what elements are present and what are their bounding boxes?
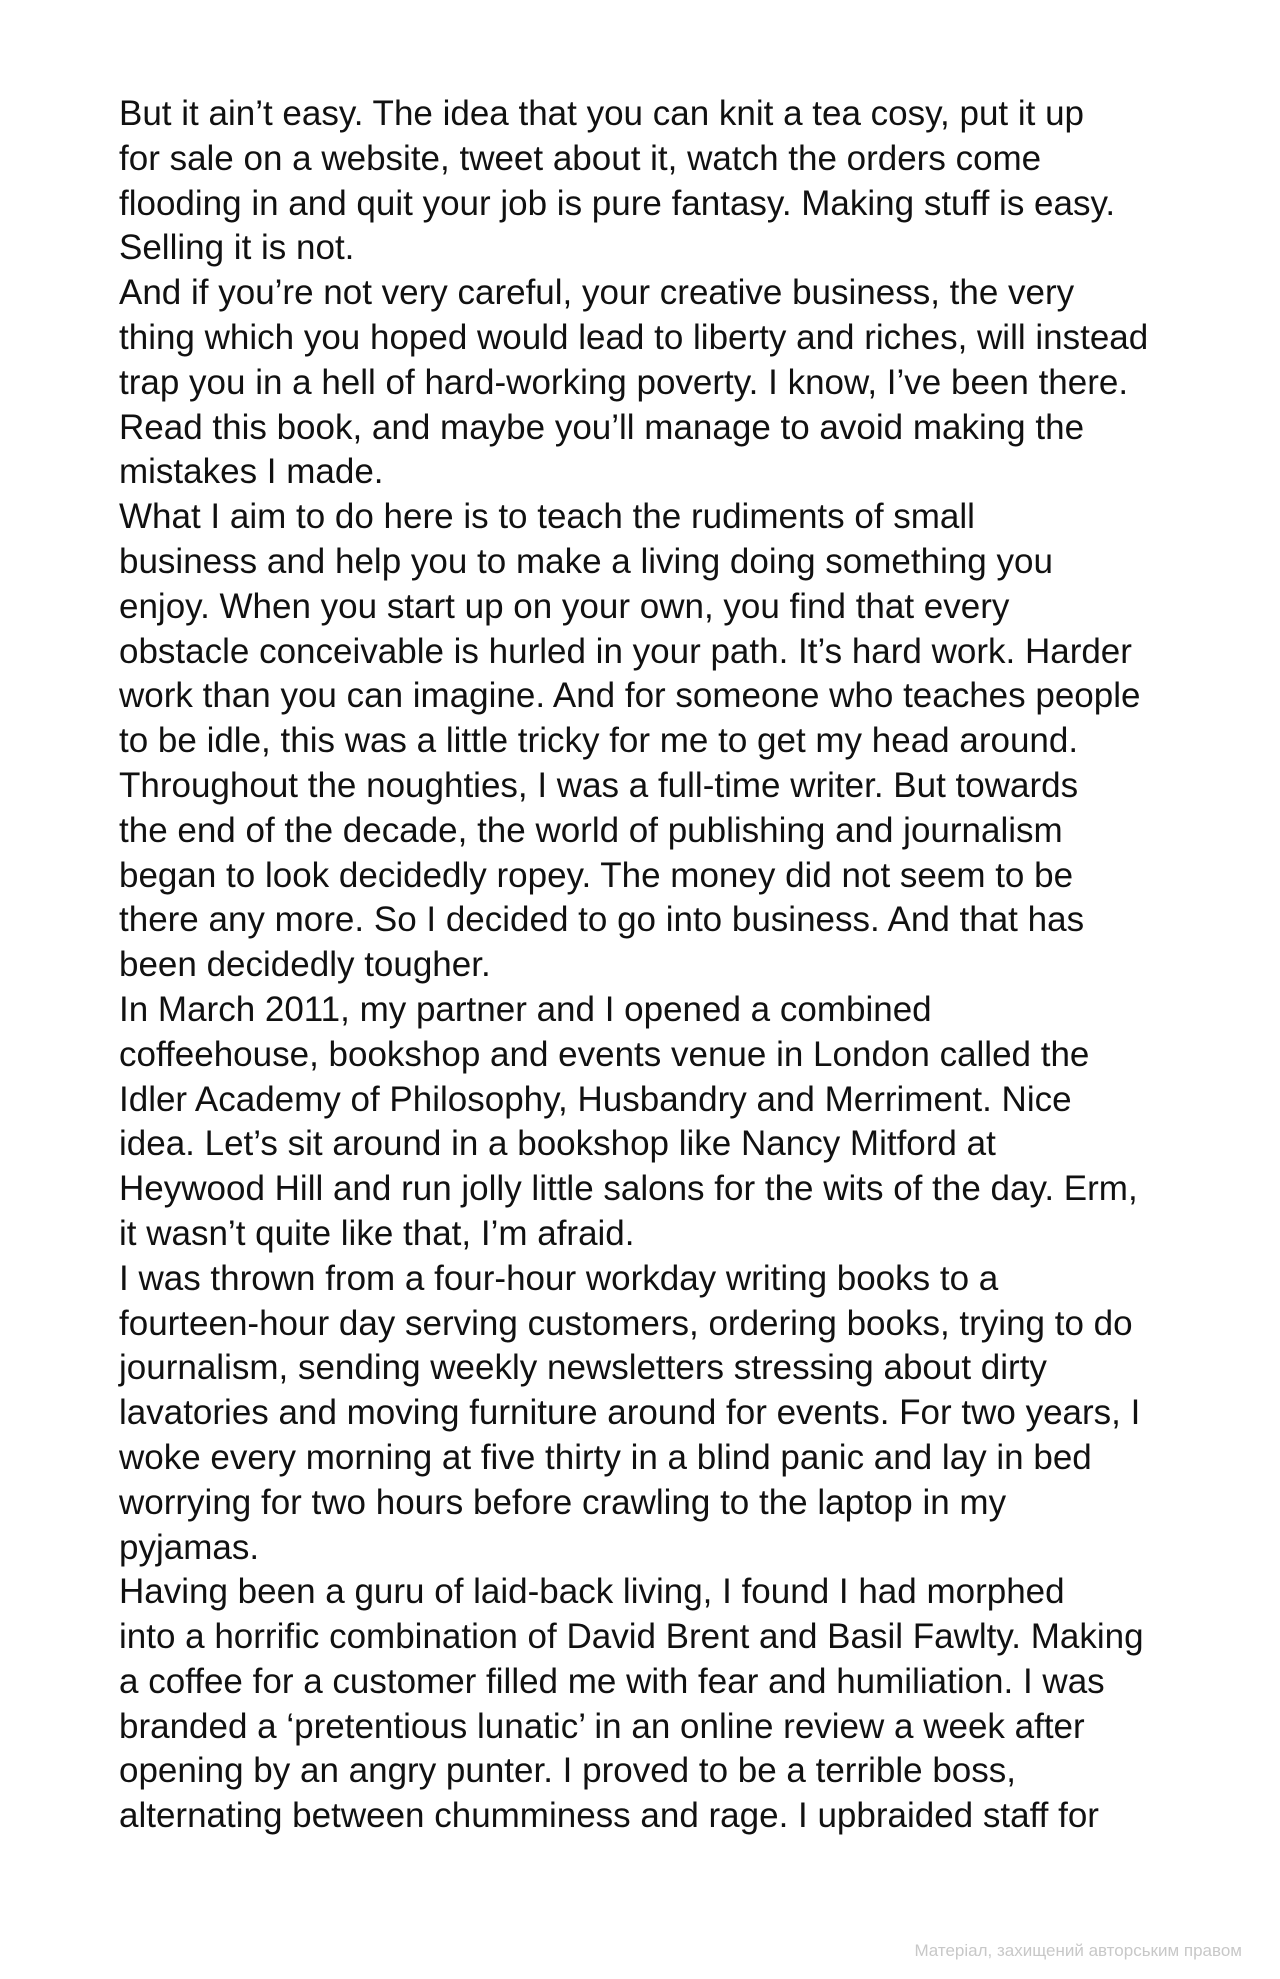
text-line: there any more. So I decided to go into business. And that has xyxy=(119,900,1085,940)
text-line: I was thrown from a four-hour workday writing books to a xyxy=(119,1258,999,1298)
paragraph-5 xyxy=(81,988,1221,1257)
text-line: enjoy. When you start up on your own, you find that every xyxy=(119,586,1010,626)
text-line: Throughout the noughties, I was a full-time writer. But towards xyxy=(119,765,1079,805)
paragraph-7 xyxy=(81,1570,1221,1839)
text-line: Heywood Hill and run jolly little salons for the wits of the day. Erm, xyxy=(119,1169,1138,1209)
text-line: What I aim to do here is to teach the rudiments of small xyxy=(119,497,975,537)
text-line: flooding in and quit your job is pure fantasy. Making stuff is easy. xyxy=(119,183,1116,223)
text-line: fourteen-hour day serving customers, ordering books, trying to do xyxy=(119,1303,1133,1343)
text-line: began to look decidedly ropey. The money did not seem to be xyxy=(119,855,1074,895)
text-line: alternating between chumminess and rage. I upbraided staff for xyxy=(119,1796,1099,1836)
text-line: trap you in a hell of hard-working poverty. I know, I’ve been there. xyxy=(119,362,1129,402)
text-line: journalism, sending weekly newsletters stressing about dirty xyxy=(119,1348,1047,1388)
text-line: worrying for two hours before crawling to the laptop in my xyxy=(119,1482,1007,1522)
text-line: idea. Let’s sit around in a bookshop like Nancy Mitford at xyxy=(119,1124,996,1164)
text-line: opening by an angry punter. I proved to be a terrible boss, xyxy=(119,1751,1016,1791)
text-line: Selling it is not. xyxy=(119,228,355,268)
text-line: been decidedly tougher. xyxy=(119,945,491,985)
paragraph-1 xyxy=(81,92,1221,271)
book-page-text xyxy=(81,92,1221,1839)
text-line: a coffee for a customer filled me with fear and humiliation. I was xyxy=(119,1661,1105,1701)
text-line: for sale on a website, tweet about it, watch the orders come xyxy=(119,138,1042,178)
text-line: work than you can imagine. And for someone who teaches people xyxy=(119,676,1141,716)
text-line: Read this book, and maybe you’ll manage to avoid making the xyxy=(119,407,1085,447)
text-line: But it ain’t easy. The idea that you can knit a tea cosy, put it up xyxy=(119,94,1085,133)
text-line: to be idle, this was a little tricky for me to get my head around. xyxy=(119,721,1079,761)
text-line: into a horrific combination of David Brent and Basil Fawlty. Making xyxy=(119,1617,1144,1657)
text-line: coffeehouse, bookshop and events venue in London called the xyxy=(119,1034,1090,1074)
paragraph-4 xyxy=(81,764,1221,988)
text-line: thing which you hoped would lead to liberty and riches, will instead xyxy=(119,317,1149,357)
text-line: woke every morning at five thirty in a blind panic and lay in bed xyxy=(119,1437,1092,1477)
paragraph-6 xyxy=(81,1257,1221,1571)
text-line: pyjamas. xyxy=(119,1527,260,1567)
text-line: lavatories and moving furniture around for events. For two years, I xyxy=(119,1393,1141,1433)
text-line: In March 2011, my partner and I opened a combined xyxy=(119,989,932,1029)
text-line: mistakes I made. xyxy=(119,452,384,492)
text-line: obstacle conceivable is hurled in your path. It’s hard work. Harder xyxy=(119,631,1132,671)
text-line: Having been a guru of laid-back living, I found I had morphed xyxy=(119,1572,1065,1612)
text-line: And if you’re not very careful, your creative business, the very xyxy=(119,273,1075,313)
text-line: branded a ‘pretentious lunatic’ in an online review a week after xyxy=(119,1706,1085,1746)
text-line: business and help you to make a living doing something you xyxy=(119,541,1053,581)
text-line: the end of the decade, the world of publishing and journalism xyxy=(119,810,1063,850)
text-line: Idler Academy of Philosophy, Husbandry and Merriment. Nice xyxy=(119,1079,1072,1119)
paragraph-2 xyxy=(81,271,1221,495)
copyright-watermark: Матеріал, захищений авторським правом xyxy=(914,1941,1242,1960)
paragraph-3 xyxy=(81,495,1221,764)
text-line: it wasn’t quite like that, I’m afraid. xyxy=(119,1213,635,1253)
